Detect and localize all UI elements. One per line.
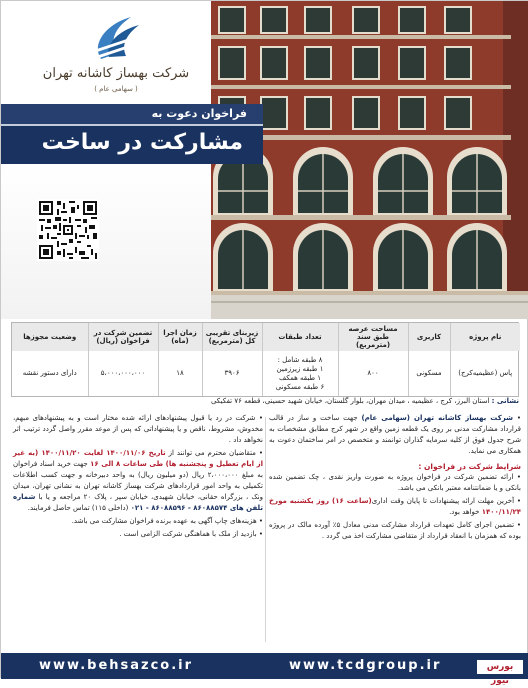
table-header: مساحت عرصه طبق سند (مترمربع) <box>338 323 408 351</box>
table-header: تعداد طبقات <box>262 323 338 351</box>
conditions-title: شرایط شرکت در فراخوان : <box>418 462 521 471</box>
source-badge: بورس نیوز <box>477 660 523 674</box>
table-header-row <box>12 323 520 351</box>
table-header: کاربری <box>408 323 450 351</box>
cell-guarantee: ۵،۰۰۰،۰۰۰،۰۰۰ <box>88 351 158 396</box>
cell-duration: ۱۸ <box>158 351 202 396</box>
body-right-column <box>269 413 521 544</box>
footer-bar <box>1 653 528 686</box>
title-banner <box>1 104 263 164</box>
address-text: استان البرز، کرج ، عظیمیه ، میدان مهران، بلوار گلستان، خیابان شهید حسینی، قطعه ۷۶ تفکیکی <box>210 397 490 405</box>
project-table <box>11 322 519 397</box>
table-header: زمان اجرا (ماه) <box>158 323 202 351</box>
info-item: • شرکت در رد یا قبول پیشنهادهای ارائه شده مختار است و به پیشنهادهای مبهم، مخدوش، مشروط، ناقص و یا پیشنهاداتی که پس از موعد مقرر واصل گردد ترتیب اثر نخواهد داد . <box>13 414 263 444</box>
table-header: وضعیت مجوزها <box>12 323 88 351</box>
column-divider <box>265 417 266 642</box>
cell-permit: دارای دستور نقشه <box>22 369 77 377</box>
company-name: شرکت بهساز کاشانه تهران <box>42 66 190 81</box>
company-logo <box>71 9 161 69</box>
condition-item: • ارائه تضمین شرکت در فراخوان پروژه به صورت واریز نقدی ، چک تضمین شده بانکی و یا ضمانتنامه معتبر بانکی می باشد. <box>269 473 521 492</box>
intro-paragraph: • شرکت بهساز کاشانه تهران (سهامی عام) جهت ساخت و ساز در قالب قرارداد مشارکت مدنی بر روی یک قطعه زمین واقع در شهر کرج مطابق مشخصات به شرح جدول فوق از کلیه سرمایه گذاران توانمند و متخصص در امر ساختمان دعوت به همکاری می نماید. <box>269 414 522 455</box>
website-link-tcdgroup[interactable]: www.tcdgroup.ir <box>289 658 442 673</box>
info-item: • بازدید از ملک با هماهنگی شرکت الزامی است . <box>119 530 263 538</box>
left-panel-background <box>1 164 211 319</box>
cell-area: ۸۰۰ <box>338 351 408 396</box>
cell-floors: ۸ طبقه شامل : ۱ طبقه زیرزمین ۱ طبقه همکف ۶ طبقه مسکونی <box>262 351 338 396</box>
cell-total-area: ۳۹۰۶ <box>202 351 262 396</box>
banner-title: مشارکت در ساخت <box>41 130 243 155</box>
body-left-column <box>13 413 263 542</box>
cell-usage: مسکونی <box>408 351 450 396</box>
website-link-behsazco[interactable]: www.behsazco.ir <box>39 658 194 673</box>
condition-item: • تضمین اجرای کامل تعهدات قرارداد مشارکت مدنی معادل ۵٪ آورده مالک در پروژه بوده که همزمان با انعقاد قرارداد از متقاضی مشارکت اخذ می گردد . <box>269 521 521 540</box>
cell-project: پاس (عظیمیه‌کرج) <box>450 351 520 396</box>
address-line <box>11 397 519 405</box>
table-header: تضمین شرکت در فراخوان (ریال) <box>88 323 158 351</box>
qr-code-icon[interactable] <box>37 199 99 261</box>
info-item: • متقاضیان محترم می توانند از تاریخ ۱۴۰۰/۱۱/۰۶ لغایت ۱۴۰۰/۱۱/۲۰ (به غیر از ایام تعطیل و پنجشنبه ها) طی ساعات ۸ الی ۱۶ جهت خرید اسناد فراخوان به مبلغ ۲،۰۰۰،۰۰۰ ریال (دو میلیون ریال) به واحد دبیرخانه و جهت کسب اطلاعات تکمیلی به واحد امور قراردادهای شرکت بهساز کاشانه تهران به نشانی تهران، میدان ونک ، بزرگراه حقانی، خیابان شهیدی، خیابان سپر ، پلاک ۲۰ مراجعه و یا با شماره تلفن های ۸۶۰۸۸۵۷۴ - ۸۶۰۸۸۵۹۶ - ۰۲۱ (داخلی ۱۱۵) تماس حاصل فرمایند. <box>13 449 263 512</box>
condition-item: • آخرین مهلت ارائه پیشنهادات تا پایان وقت اداری(ساعت ۱۶) روز یکشنبه مورخ ۱۴۰۰/۱۱/۲۴ خواهد بود. <box>269 497 521 516</box>
banner-subtitle: فراخوان دعوت به <box>151 107 247 120</box>
table-row <box>12 351 520 396</box>
table-header: نام پروژه <box>450 323 520 351</box>
company-sub: ( سهامی عام ) <box>94 85 138 93</box>
address-label: نشانی : <box>491 397 519 405</box>
info-item: • هزینه‌های چاپ آگهی به عهده برنده فراخوان مشارکت می باشد. <box>71 517 263 525</box>
table-header: زیربنای تقریبی کل (مترمربع) <box>202 323 262 351</box>
